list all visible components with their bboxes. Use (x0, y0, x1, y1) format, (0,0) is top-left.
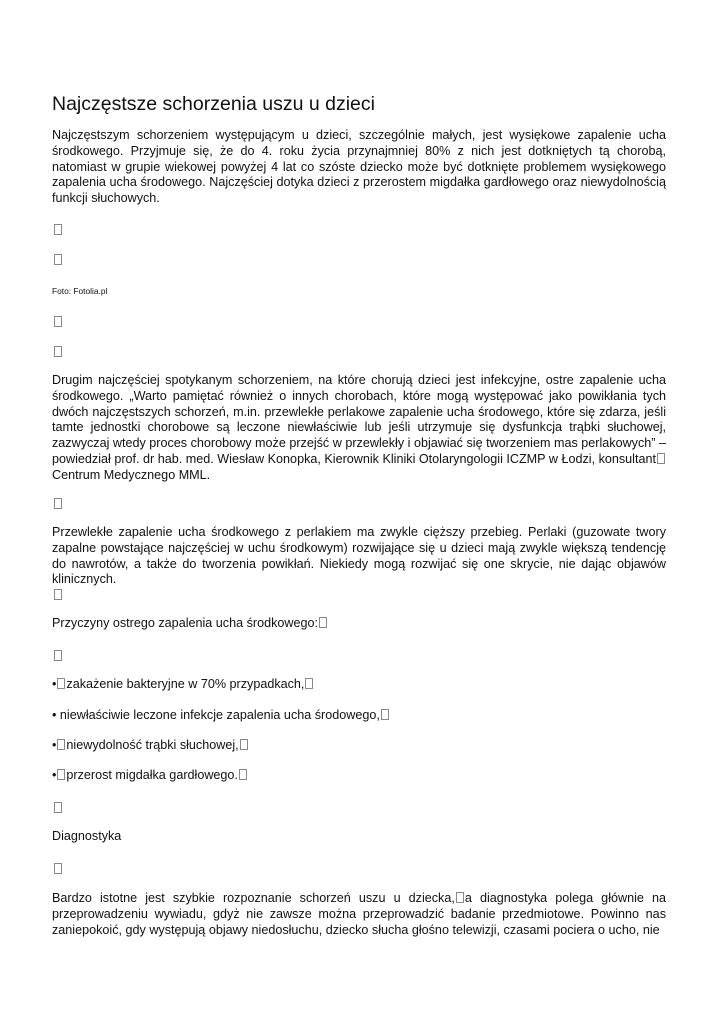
bullet: • (52, 677, 57, 691)
list-item-text: przerost migdałka gardłowego. (66, 768, 238, 782)
missing-glyph-placeholder (54, 346, 62, 357)
missing-glyph-placeholder (54, 802, 62, 813)
paragraph-cholesteatoma: Przewlekłe zapalenie ucha środkowego z perlakiem ma zwykle cięższy przebieg. Perlaki (guzowate twory zapalne powstające najczęściej w uchu środkowym) rozwijające się u dzieci mają zwykle większą tendencję do nawrotów, a także do tworzenia powikłań. Niekiedy mogą rozwijać się one skrycie, nie dając objawów klinicznych. (52, 525, 666, 587)
paragraph-quote (52, 373, 666, 484)
missing-glyph-placeholder (456, 892, 464, 903)
missing-glyph-placeholder (54, 589, 62, 600)
missing-glyph-placeholder (57, 769, 65, 780)
causes-heading (52, 616, 328, 632)
article-title: Najczęstsze schorzenia uszu u dzieci (52, 93, 375, 115)
paragraph-diagnostics (52, 891, 666, 938)
missing-glyph-placeholder (239, 769, 247, 780)
missing-glyph-placeholder (54, 316, 62, 327)
missing-glyph-placeholder (54, 498, 62, 509)
intro-paragraph: Najczęstszym schorzeniem występującym u dzieci, szczególnie małych, jest wysiękowe zapalenie ucha środkowego. Przyjmuje się, że do 4. roku życia przynajmniej 80% z nich jest dotkniętych tą chorobą, natomiast w grupie wiekowej powyżej 4 lat co szóste dziecko może być dotknięte problemem wysiękowego zapalenia ucha środowego. Najczęściej dotyka dzieci z przerostem migdałka gardłowego oraz niewydolnością funkcji słuchowych. (52, 128, 666, 206)
paragraph-quote-end: Centrum Medycznego MML. (52, 467, 211, 482)
missing-glyph-placeholder (319, 617, 327, 628)
missing-glyph-placeholder (381, 709, 389, 720)
bullet: • (52, 708, 57, 722)
missing-glyph-placeholder (54, 650, 62, 661)
missing-glyph-placeholder (240, 739, 248, 750)
list-item-text: niewłaściwie leczone infekcje zapalenia ucha środowego, (59, 708, 380, 722)
list-item (52, 677, 314, 693)
paragraph-quote-text: Drugim najczęściej spotykanym schorzeniem, na które chorują dzieci jest infekcyjne, ostre zapalenie ucha środkowego. „Warto pamiętać również o innych chorobach, które mogą występować jako powikłania tych dwóch najczęstszych schorzeń, m.in. przewlekłe perlakowe zapalenie ucha środowego, które się zdarza, jeśli tamte jednostki chorobowe są leczone niewłaściwie lub jeśli utrzymuje się dysfunkcja trąbki słuchowej, zazwyczaj wtedy proces chorobowy może przejść w przewlekły i objawiać się tworzeniem mas perlakowych” – powiedział prof. dr hab. med. Wiesław Konopka, Kierownik Kliniki Otolaryngologii ICZMP w Łodzi, konsultant (52, 373, 666, 466)
missing-glyph-placeholder (305, 678, 313, 689)
paragraph-diagnostics-text: Bardzo istotne jest szybkie rozpoznanie schorzeń uszu u dziecka, (52, 891, 455, 905)
missing-glyph-placeholder (657, 453, 665, 464)
missing-glyph-placeholder (54, 254, 62, 265)
causes-heading-text: Przyczyny ostrego zapalenia ucha środkowego: (52, 616, 319, 630)
bullet: • (52, 738, 57, 752)
paragraph-diagnostics-cont: a diagnostyka polega głównie na przeprowadzeniu wywiadu, gdyż nie zawsze można przeprowadzić badanie przedmiotowe. Powinno nas zaniepokoić, gdy występują objawy niedosłuchu, dziecko słucha głośno telewizji, czasami pociera o ucho, nie (52, 891, 666, 937)
list-item (52, 738, 249, 754)
list-item-text: zakażenie bakteryjne w 70% przypadkach, (66, 677, 305, 691)
photo-caption: Foto: Fotolia.pl (52, 286, 108, 296)
list-item (52, 708, 390, 724)
bullet: • (52, 768, 57, 782)
diagnostics-heading: Diagnostyka (52, 829, 122, 843)
missing-glyph-placeholder (57, 739, 65, 750)
missing-glyph-placeholder (54, 224, 62, 235)
missing-glyph-placeholder (54, 863, 62, 874)
missing-glyph-placeholder (57, 678, 65, 689)
list-item (52, 768, 248, 784)
list-item-text: niewydolność trąbki słuchowej, (66, 738, 239, 752)
